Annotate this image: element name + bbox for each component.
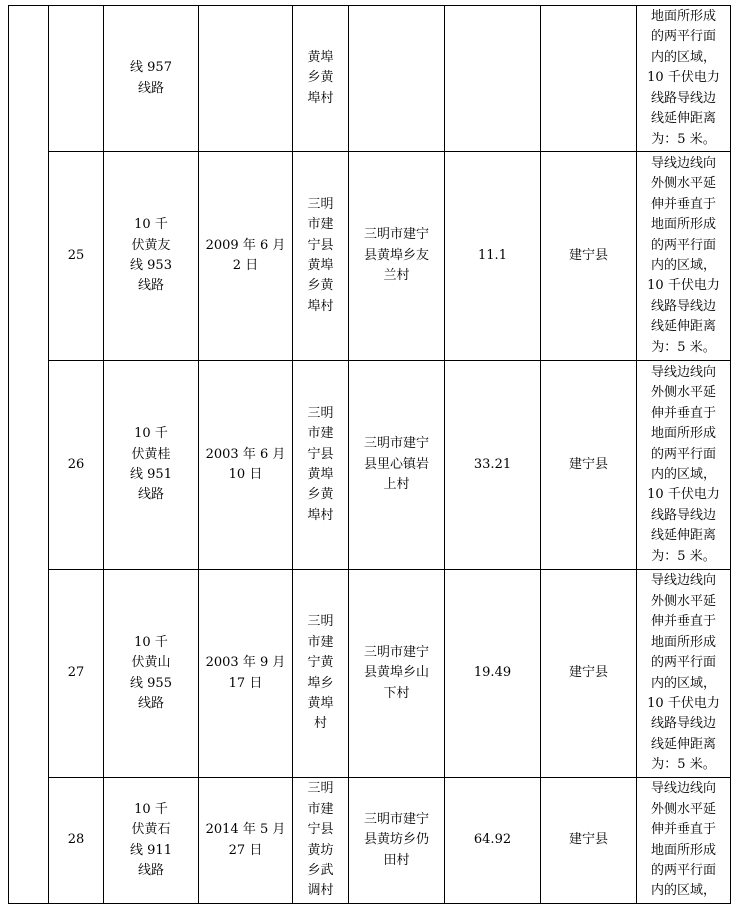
end-location-cell: 三明市建宁 县黄坊乡仍 田村	[349, 778, 445, 904]
table-row	[9, 778, 731, 904]
table-row	[9, 361, 731, 570]
table-row	[9, 570, 731, 778]
start-location-cell: 三明 市建 宁县 黄埠 乡黄 埠村	[293, 152, 349, 361]
length-cell: 19.49	[445, 570, 541, 778]
protection-zone-cell: 地面所形成 的两平行面 内的区域， 10 千伏电力 线路导线边 线延伸距离 为：5 米。	[637, 6, 731, 152]
blank-left-column	[9, 6, 49, 904]
table-row	[9, 152, 731, 361]
end-location-cell	[349, 6, 445, 152]
row-number-cell	[49, 6, 104, 152]
row-number-cell: 26	[49, 361, 104, 570]
length-cell: 33.21	[445, 361, 541, 570]
county-cell	[541, 6, 637, 152]
county-cell: 建宁县	[541, 152, 637, 361]
start-location-cell: 三明 市建 宁县 黄坊 乡武 调村	[293, 778, 349, 904]
date-cell: 2014 年 5 月 27 日	[199, 778, 293, 904]
line-name-cell: 10 千 伏黄石 线 911 线路	[104, 778, 199, 904]
protection-zone-cell: 导线边线向 外侧水平延 伸并垂直于 地面所形成 的两平行面 内的区域， 10 千伏电力 线路导线边 线延伸距离 为：5 米。	[637, 361, 731, 570]
line-name-cell: 10 千 伏黄山 线 955 线路	[104, 570, 199, 778]
table-row	[9, 6, 731, 152]
end-location-cell: 三明市建宁 县黄埠乡山 下村	[349, 570, 445, 778]
line-name-cell: 线 957 线路	[104, 6, 199, 152]
date-cell: 2009 年 6 月 2 日	[199, 152, 293, 361]
protection-zone-cell: 导线边线向 外侧水平延 伸并垂直于 地面所形成 的两平行面 内的区域， 10 千伏电力 线路导线边 线延伸距离 为：5 米。	[637, 152, 731, 361]
length-cell: 11.1	[445, 152, 541, 361]
county-cell: 建宁县	[541, 778, 637, 904]
row-number-cell: 25	[49, 152, 104, 361]
date-cell: 2003 年 6 月 10 日	[199, 361, 293, 570]
line-name-cell: 10 千 伏黄桂 线 951 线路	[104, 361, 199, 570]
end-location-cell: 三明市建宁 县里心镇岩 上村	[349, 361, 445, 570]
protection-zone-cell: 导线边线向 外侧水平延 伸并垂直于 地面所形成 的两平行面 内的区域， 10 千伏电力 线路导线边 线延伸距离 为：5 米。	[637, 570, 731, 778]
protection-zone-cell: 导线边线向 外侧水平延 伸并垂直于 地面所形成 的两平行面 内的区域，	[637, 778, 731, 904]
start-location-cell: 三明 市建 宁黄 埠乡 黄埠 村	[293, 570, 349, 778]
line-name-cell: 10 千 伏黄友 线 953 线路	[104, 152, 199, 361]
county-cell: 建宁县	[541, 361, 637, 570]
row-number-cell: 28	[49, 778, 104, 904]
start-location-cell: 黄埠 乡黄 埠村	[293, 6, 349, 152]
end-location-cell: 三明市建宁 县黄埠乡友 兰村	[349, 152, 445, 361]
date-cell	[199, 6, 293, 152]
power-line-table	[8, 5, 731, 904]
length-cell	[445, 6, 541, 152]
county-cell: 建宁县	[541, 570, 637, 778]
row-number-cell: 27	[49, 570, 104, 778]
start-location-cell: 三明 市建 宁县 黄埠 乡黄 埠村	[293, 361, 349, 570]
length-cell: 64.92	[445, 778, 541, 904]
date-cell: 2003 年 9 月 17 日	[199, 570, 293, 778]
